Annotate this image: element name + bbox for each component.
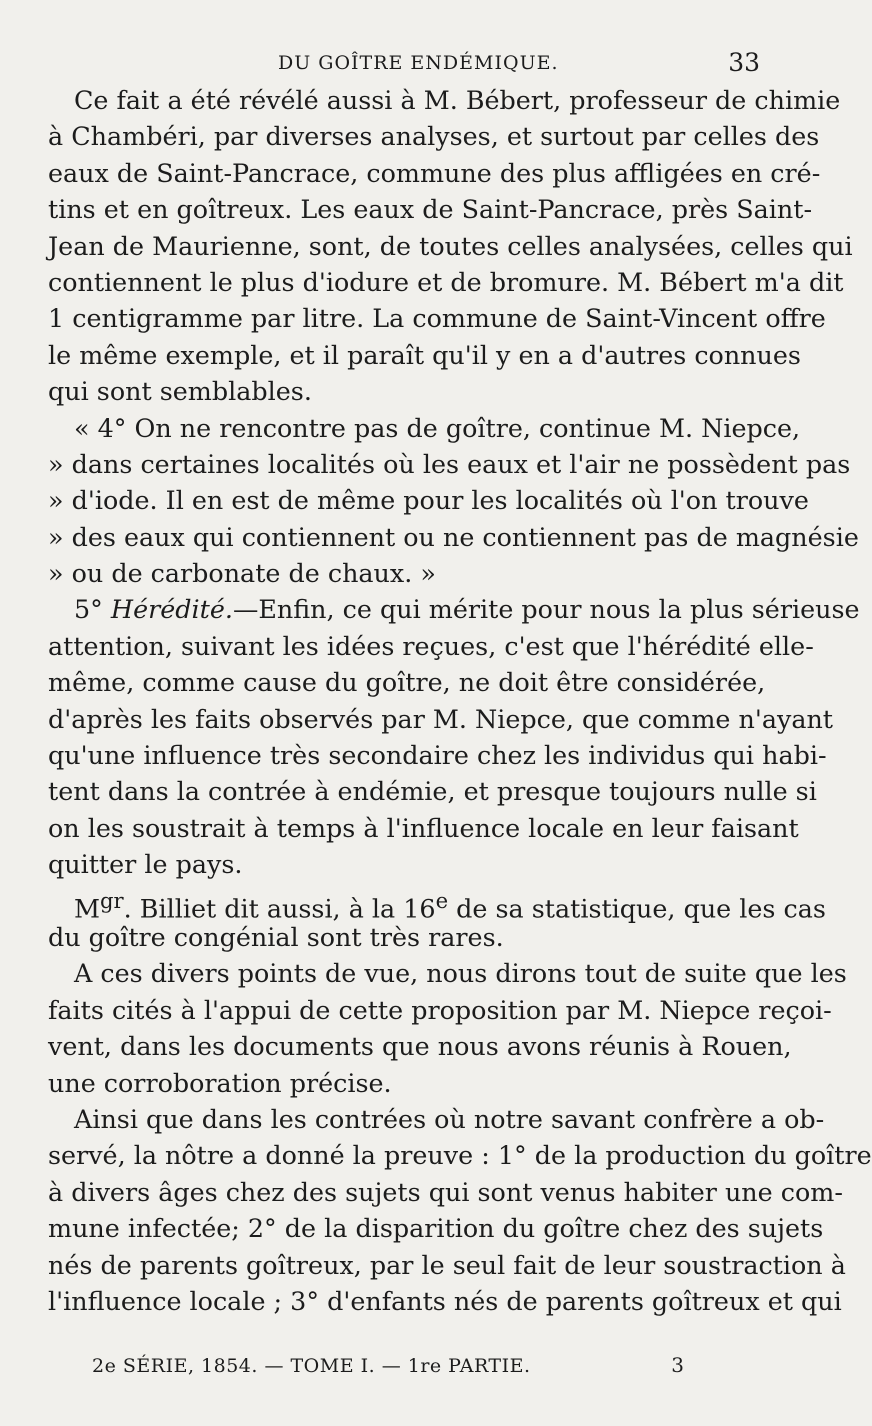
body-text [48,82,872,1319]
section-number: 5° [74,594,111,625]
section-title: Hérédité. [110,594,233,625]
text-line: Ce fait a été révélé aussi à M. Bébert, professeur de chimie [74,85,841,115]
text-line: contiennent le plus d'iodure et de bromure. M. Bébert m'a dit [48,266,844,297]
text-line: vent, dans les documents que nous avons réunis à Rouen, [48,1031,792,1062]
text-line: Ainsi que dans les contrées où notre savant confrère a ob- [74,1103,825,1134]
text-line: « 4° On ne rencontre pas de goître, continue M. Niepce, [74,412,801,443]
text-line: même, comme cause du goître, ne doit être considérée, [48,667,766,698]
text-line: tent dans la contrée à endémie, et presque toujours nulle si [48,776,817,807]
text-line: on les soustrait à temps à l'influence locale en leur faisant [48,812,799,843]
text-line: faits cités à l'appui de cette proposition par M. Niepce reçoi- [48,994,832,1025]
text-line: d'après les faits observés par M. Niepce, que comme n'ayant [48,703,834,734]
text-line: à divers âges chez des sujets qui sont venus habiter une com- [48,1176,843,1207]
text-line: tins et en goîtreux. Les eaux de Saint-Pancrace, près Saint- [48,194,813,225]
text-line: du goître congénial sont très rares. [48,921,504,952]
text-line: » des eaux qui contiennent ou ne contiennent pas de magnésie [48,521,859,552]
page-number: 33 [728,48,760,77]
text-line: l'influence locale ; 3° d'enfants nés de parents goîtreux et qui [48,1285,842,1316]
page-header [48,46,760,78]
text-line: nés de parents goîtreux, par le seul fait de leur soustraction à [48,1249,846,1280]
superscript: gr [100,887,124,913]
running-head: DU GOÎTRE ENDÉMIQUE. [278,52,559,74]
text-line: qu'une influence très secondaire chez les individus qui habi- [48,740,827,771]
superscript: e [435,887,449,913]
text-line [48,591,860,627]
text-line: » d'iode. Il en est de même pour les localités où l'on trouve [48,485,809,516]
text-line: A ces divers points de vue, nous dirons tout de suite que les [74,958,847,989]
text-line: une corroboration précise. [48,1067,392,1098]
text-line: attention, suivant les idées reçues, c'est que l'hérédité elle- [48,630,814,661]
signature-mark: 3 [671,1353,684,1377]
text-line: Jean de Maurienne, sont, de toutes celles analysées, celles qui [48,230,853,261]
text-line: mune infectée; 2° de la disparition du goître chez des sujets [48,1213,824,1244]
text-line: qui sont semblables. [48,376,312,407]
text-line: » dans certaines localités où les eaux et l'air ne possèdent pas [48,448,851,479]
text-span: de sa statistique, que les cas [448,893,826,924]
page-footer [48,1355,760,1385]
text-line: » ou de carbonate de chaux. » [48,558,436,589]
text-line: servé, la nôtre a donné la preuve : 1° de la production du goître [48,1140,872,1171]
text-line: 1 centigramme par litre. La commune de Saint-Vincent offre [48,303,826,334]
text-line: le même exemple, et il paraît qu'il y en a d'autres connues [48,339,801,370]
text-span: . Billiet dit aussi, à la 16 [123,893,436,924]
text-line: à Chambéri, par diverses analyses, et surtout par celles des [48,121,820,152]
printer-signature: 2e SÉRIE, 1854. — TOME I. — 1re PARTIE. [92,1355,531,1377]
text-line [48,883,826,924]
text-span: M [74,893,100,924]
text-line: quitter le pays. [48,849,243,880]
text-span: —Enfin, ce qui mérite pour nous la plus sérieuse [232,594,860,625]
text-line: eaux de Saint-Pancrace, commune des plus affligées en cré- [48,157,821,188]
